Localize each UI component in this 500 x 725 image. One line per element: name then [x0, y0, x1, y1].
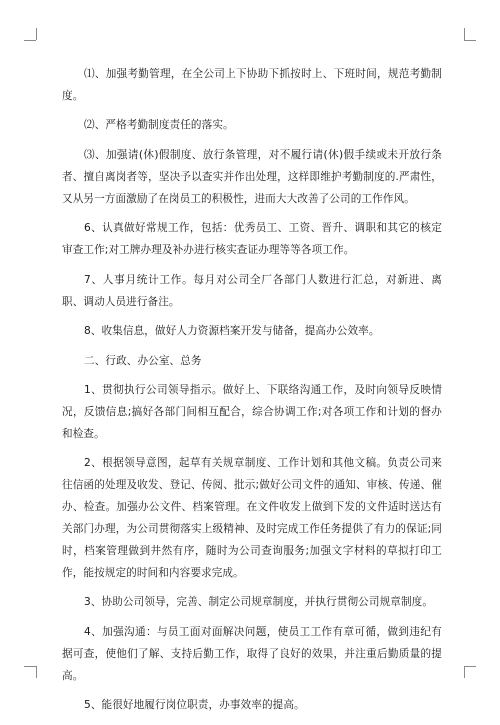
paragraph: 3、协助公司领导，完善、制定公司规章制度，并执行贯彻公司规章制度。 [84, 596, 434, 609]
paragraph: 7、人事月统计工作。每月对公司全厂各部门人数进行汇总，对新进、离职、调动人员进行备注。 [62, 273, 442, 308]
crop-mark-bottom-left-v [36, 666, 37, 678]
document-body [62, 64, 442, 725]
paragraph: ⑶、加强请(休)假制度、放行条管理，对不履行请(休)假手续或未开放行条者、擅自离岗者等，坚决予以查实并作出处理，这样即维护考勤制度的.严肃性，又从另一方面激励了在岗员工的积极性，进而大大改善了公司的工作作风。 [62, 148, 442, 205]
section-heading: 二、行政、办公室、总务 [84, 354, 202, 367]
paragraph: ⑴、加强考勤管理，在全公司上下协助下抓按时上、下班时间，规范考勤制度。 [62, 68, 442, 102]
paragraph: 5、能很好地履行岗位职责，办事效率的提高。 [84, 699, 305, 712]
crop-mark-bottom-left-h [24, 666, 36, 667]
crop-mark-top-right-h [464, 40, 476, 41]
crop-mark-top-left-h [24, 40, 36, 41]
paragraph: 6、认真做好常规工作，包括：优秀员工、工资、晋升、调职和其它的核定审查工作;对工牌办理及补办进行核实查证办理等等各项工作。 [62, 222, 442, 257]
paragraph: 4、加强沟通：与员工面对面解决问题，使员工工作有章可循，做到违纪有据可查，使他们了解、支持后勤工作，取得了良好的效果，并注重后勤质量的提高。 [62, 625, 442, 682]
paragraph: 1、贯彻执行公司领导指示。做好上、下联络沟通工作，及时向领导反映情况，反馈信息;搞好各部门间相互配合，综合协调工作;对各项工作和计划的督办和检查。 [62, 384, 442, 440]
crop-mark-bottom-right-v [464, 666, 465, 678]
crop-mark-top-left-v [36, 28, 37, 40]
paragraph: 8、收集信息，做好人力资源档案开发与储备，提高办公效率。 [84, 325, 380, 338]
paragraph: ⑵、严格考勤制度责任的落实。 [84, 119, 234, 132]
crop-mark-bottom-right-h [464, 666, 476, 667]
paragraph: 2、根据领导意图，起草有关规章制度、工作计划和其他文稿。负责公司来往信函的处理及收发、登记、传阅、批示;做好公司文件的通知、审核、传递、催办、检查。加强办公文件、档案管理。在文件收发上做到下发的文件适时送达有关部门办理，为公司贯彻落实上级精神、及时完成工作任务提供了有力的保证;同时，档案管理做到井然有序，随时为公司查询服务;加强文字材料的草拟打印工作，能按规定的时间和内容要求完成。 [62, 457, 442, 579]
crop-mark-top-right-v [464, 28, 465, 40]
